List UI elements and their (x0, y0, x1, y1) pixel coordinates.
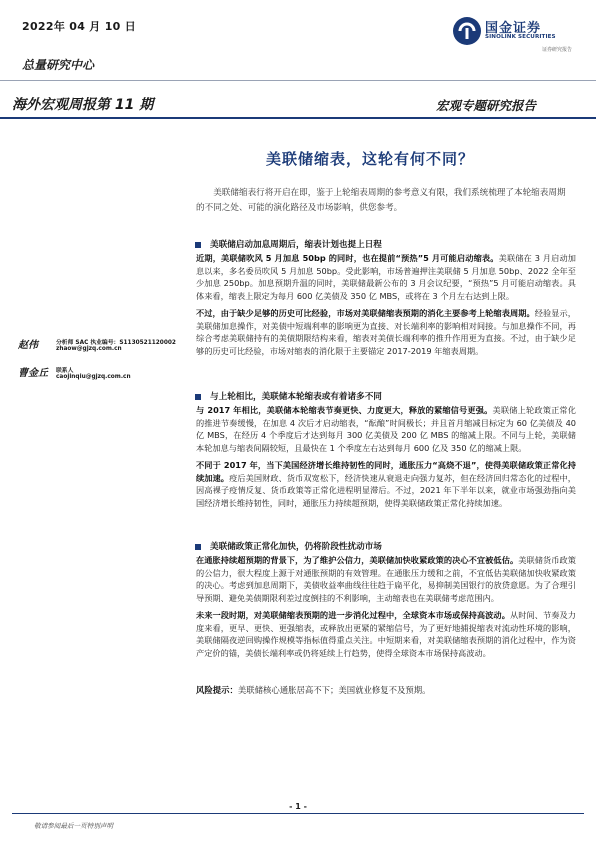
report-title: 美联储缩表，这轮有何不同？ (265, 150, 474, 168)
analyst-name: 赵伟 (18, 340, 38, 351)
paragraph: 与 2017 年相比，美联储本轮缩表节奏更快、力度更大，释放的紧缩信号更强。美联储上轮政策正常化的推进节奏缓慢，在加息 4 次后才启动缩表，“酝酿”时间极长；并且首月缩减目标定为 60 亿美债及 40 亿 MBS，在经历 4 个季度后才达到每月 300 亿美债及 200 亿 MBS 的缩减上限。不同与上轮，美联储本轮加息与缩表间隔较短，且最快在 1 个季度左右达到每月 600 亿及 350 亿的缩减上限。 (196, 405, 576, 454)
analyst-email[interactable]: zhaow@gjzq.com.cn (56, 346, 122, 352)
page-number: - 1 - (289, 802, 307, 811)
section-3 (190, 540, 576, 664)
section-heading: 与上轮相比，美联储本轮缩表或有着诸多不同 (190, 390, 576, 404)
report-series: 海外宏观周报第 11 期 (12, 97, 154, 113)
report-type: 宏观专题研究报告 (436, 98, 537, 113)
risk-warning (196, 684, 572, 696)
logo-english-name: SINOLINK SECURITIES (485, 34, 556, 40)
department-name: 总量研究中心 (22, 58, 95, 72)
analyst-role: 联系人 (56, 368, 74, 374)
paragraph: 不同于 2017 年，当下美国经济增长维持韧性的同时，通胀压力“高烧不退”，使得美联储政策正常化持续加速。疫后美国财政、货币双宽松下，经济快速从衰退走向强力复苏，但在经济回归常态化的过程中，因高裸子疫情反复、货币政策等正常化进程明显滞后。不过，2021 年下半年以来，就业市场强劲指向美国经济增长维持韧性，同时，通胀压力持续超预期，使得美联储政策正常化持续加速。 (196, 459, 576, 508)
logo-subtitle: 证券研究报告 (542, 47, 573, 53)
risk-label: 风险提示： (196, 685, 238, 695)
footer-divider (12, 813, 584, 814)
paragraph: 近期，美联储吹风 5 月加息 50bp 的同时，也在提前“预热”5 月可能启动缩表。美联储在 3 月启动加息以来，多名委员吹风 5 月加息 50bp。受此影响，市场普遍押注美联储 5 月加息 50bp、2022 全年至少加息 250bp。加息预期升温的同时，美联储最新公布的 3 月会议纪要，“预热”5 月可能启动缩表。具体来看，缩表上限定为每月 600 亿美债及 350 亿 MBS，或将在 3 个月左右达到上限。 (196, 253, 576, 302)
sinolink-logo-icon (452, 16, 482, 46)
section-heading: 美联储启动加息周期后，缩表计划也提上日程 (190, 238, 576, 252)
section-2 (190, 390, 576, 514)
section-1 (190, 238, 576, 362)
company-logo (452, 14, 577, 58)
paragraph: 在通胀持续超预期的背景下，为了维护公信力，美联储加快收紧政策的决心不宜被低估。美联储货币政策的公信力，很大程度上源于对通胀预期的有效管理。在通胀压力缓和之前，不宜低估美联储加快收紧政策的决心。考虑到加息周期下，美债收益率曲线往往趋于扁平化，易抑制美国银行的放贷意愿。为了合理引导预期、避免美债期限利差过度倒挂的不利影响，主动缩表也在美联储考虑范围内。 (196, 555, 576, 604)
risk-text: 美联储核心通胀居高不下；美国就业修复不及预期。 (237, 685, 431, 695)
footer-disclaimer: 敬请参阅最后一页特别声明 (34, 822, 114, 830)
header-divider (0, 80, 596, 81)
bullet-square-icon (195, 242, 201, 248)
analyst-name: 曹金丘 (18, 368, 48, 379)
logo-chinese-name: 国金证券 (485, 21, 542, 36)
bullet-square-icon (195, 544, 201, 550)
header-band (0, 117, 596, 119)
paragraph: 未来一段时期，对美联储缩表预期的进一步消化过程中，全球资本市场或保持高波动。从时间、节奏及力度来看，更早、更快、更强缩表，或释放出更紧的紧缩信号，为了更好地捕捉缩表对流动性环境的影响，美联储隔夜逆回购操作规模等指标值得重点关注。中短期来看，对美联储缩表预期的消化过程中，作为资产定价的锚，美债长端利率或仍将延续上行趋势，使得全球资本市场保持高波动。 (196, 609, 576, 658)
report-date: 2022年 04 月 10 日 (22, 20, 137, 33)
analyst-email[interactable]: caojinqiu@gjzq.com.cn (56, 374, 131, 380)
section-heading: 美联储政策正常化加快，仍将阶段性扰动市场 (190, 540, 576, 554)
analyst-license: 分析师 SAC 执业编号：S1130521120002 (56, 340, 176, 346)
paragraph: 不过，由于缺少足够的历史可比经验，市场对美联储缩表预期的消化主要参考上轮缩表周期。经验显示，美联储加息操作，对美债中短端利率的影响更为直接、对长端利率的影响相对间接。与加息操作不同，再综合考虑美联储持有的美债期限结构来看，缩表对美债长端利率的推升作用更为直接。不过，由于缺少足够的历史可比经验，市场对缩表的消化限于主要锚定 2017-2019 年缩表周期。 (196, 307, 576, 356)
report-intro: 美联储缩表行将开启在即，鉴于上轮缩表周期的参考意义有限，我们系统梳理了本轮缩表周期的不同之处、可能的演化路径及市场影响，供您参考。 (196, 188, 566, 213)
bullet-square-icon (195, 394, 201, 400)
